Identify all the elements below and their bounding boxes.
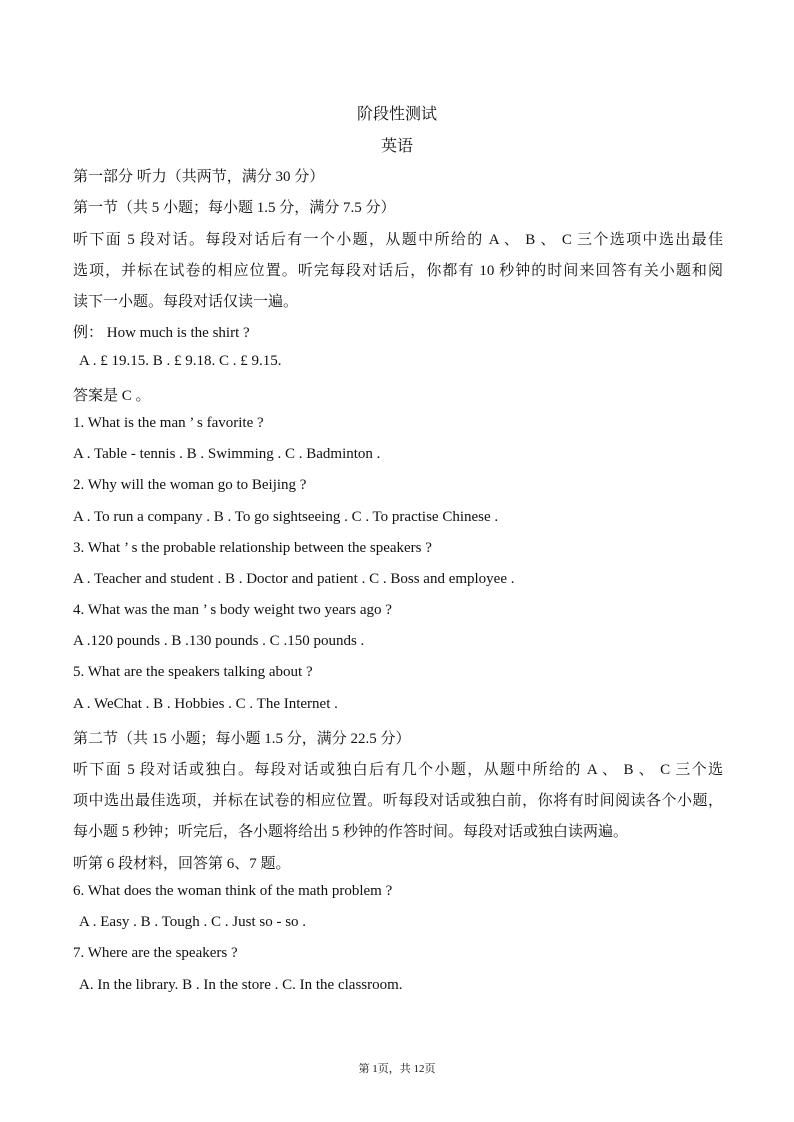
example-answer: 答案是 C 。 (73, 388, 151, 404)
section1-instruction-line: 听下面 5 段对话。每段对话后有一个小题，从题中所给的 A 、 B 、 C 三个选项中选出最佳 (73, 232, 723, 248)
section2-heading: 第二节（共 15 小题；每小题 1.5 分，满分 22.5 分） (73, 731, 411, 747)
question-1: 1. What is the man ’ s favorite ? (73, 415, 264, 431)
subject-title: 英语 (380, 138, 413, 155)
page-footer: 第 1页，共 12页 (358, 1063, 436, 1075)
example-question: 例： How much is the shirt ? (73, 325, 250, 341)
question-6: 6. What does the woman think of the math problem ? (73, 883, 393, 899)
section1-instruction-line: 读下一小题。每段对话仅读一遍。 (73, 294, 299, 310)
question-7: 7. Where are the speakers ? (73, 945, 238, 961)
section2-instruction-line: 听下面 5 段对话或独白。每段对话或独白后有几个小题，从题中所给的 A 、 B 、 C 三个选 (73, 762, 723, 778)
question-3-options: A . Teacher and student . B . Doctor and patient . C . Boss and employee . (73, 571, 515, 587)
material-note: 听第 6 段材料，回答第 6、7 题。 (73, 856, 291, 872)
example-options: A . £ 19.15. B . £ 9.18. C . £ 9.15. (79, 353, 282, 369)
question-3: 3. What ’ s the probable relationship between the speakers ? (73, 540, 432, 556)
question-7-options: A. In the library. B . In the store . C. In the classroom. (79, 977, 403, 993)
question-6-options: A . Easy . B . Tough . C . Just so - so . (79, 914, 307, 930)
question-4: 4. What was the man ’ s body weight two years ago ? (73, 602, 392, 618)
question-4-options: A .120 pounds . B .130 pounds . C .150 pounds . (73, 633, 365, 649)
question-2: 2. Why will the woman go to Beijing ? (73, 477, 307, 493)
section1-instruction-line: 选项，并标在试卷的相应位置。听完每段对话后，你都有 10 秒钟的时间来回答有关小题和阅 (73, 263, 723, 279)
question-5-options: A . WeChat . B . Hobbies . C . The Internet . (73, 696, 338, 712)
section2-instruction-line: 项中选出最佳选项，并标在试卷的相应位置。听每段对话或独白前，你将有时间阅读各个小题， (73, 793, 723, 809)
question-1-options: A . Table - tennis . B . Swimming . C . Badminton . (73, 446, 381, 462)
exam-title: 阶段性测试 (356, 106, 437, 123)
question-5: 5. What are the speakers talking about ? (73, 664, 313, 680)
question-2-options: A . To run a company . B . To go sightseeing . C . To practise Chinese . (73, 509, 499, 525)
part1-heading: 第一部分 听力（共两节，满分 30 分） (73, 169, 325, 185)
section1-heading: 第一节（共 5 小题；每小题 1.5 分，满分 7.5 分） (73, 200, 396, 216)
section2-instruction-line: 每小题 5 秒钟；听完后，各小题将给出 5 秒钟的作答时间。每段对话或独白读两遍。 (73, 824, 629, 840)
